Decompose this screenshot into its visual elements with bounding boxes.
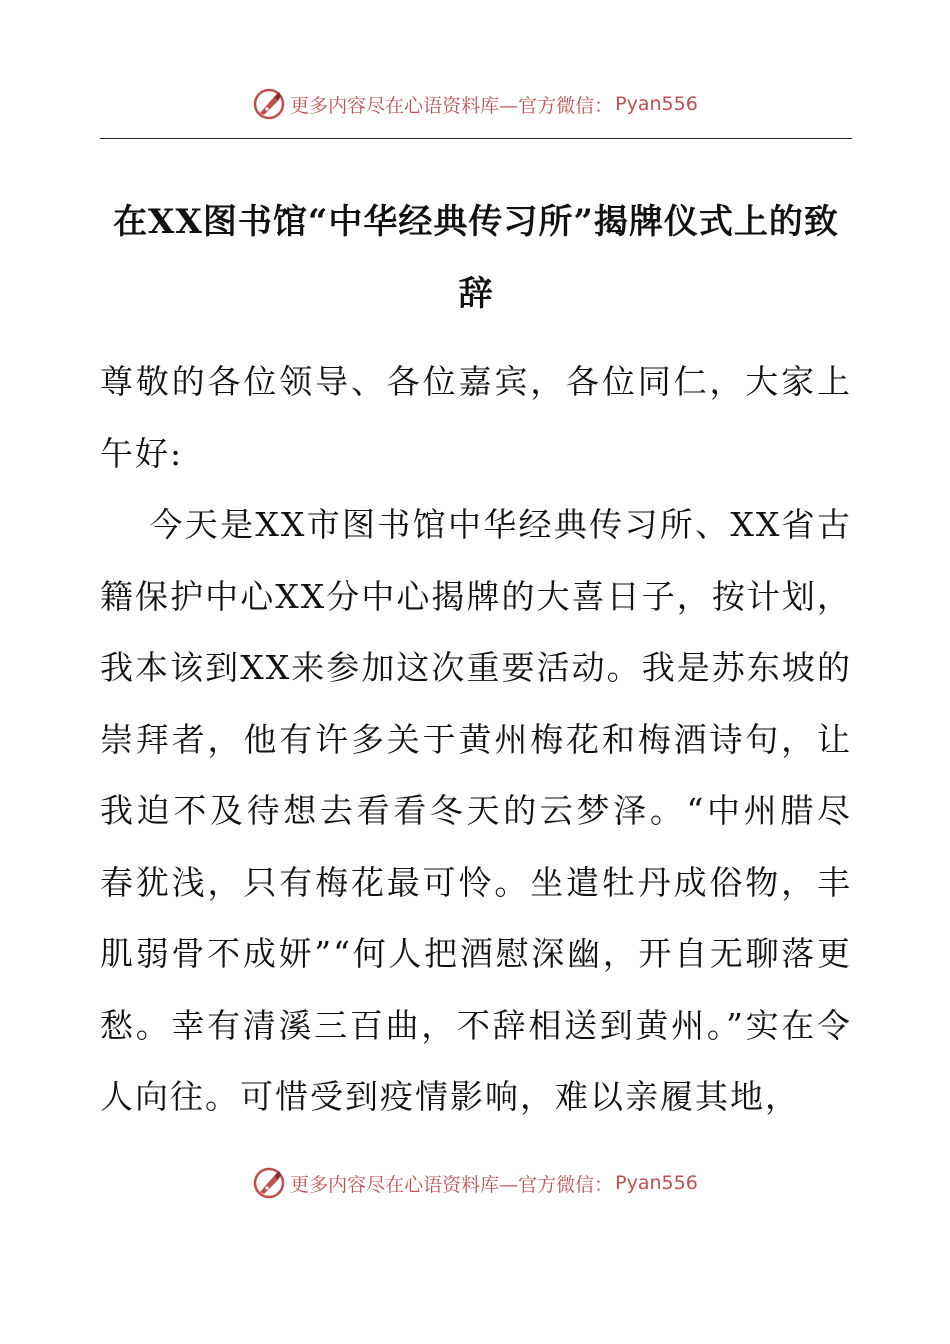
header-divider <box>100 138 852 139</box>
footer-banner <box>0 1163 950 1203</box>
header-banner <box>0 84 950 124</box>
footer-wechat-id: Pyan556 <box>615 1172 698 1194</box>
header-banner-text: 更多内容尽在心语资料库—官方微信： <box>290 94 614 117</box>
greeting-paragraph: 尊敬的各位领导、各位嘉宾，各位同仁，大家上午好: <box>100 362 852 473</box>
body-paragraph: 今天是XX市图书馆中华经典传习所、XX省古籍保护中心XX分中心揭牌的大喜日子，按计划，我本该到XX来参加这次重要活动。我是苏东坡的崇拜者，他有许多关于黄州梅花和梅酒诗句，让我迫不及待想去看看冬天的云梦泽。“中州腊尽春犹浅，只有梅花最可怜。坐遣牡丹成俗物，丰肌弱骨不成妍”“何人把酒慰深幽，开自无聊落更愁。幸有清溪三百曲，不辞相送到黄州。”实在令人向往。可惜受到疫情影响，难以亲履其地， <box>100 505 852 1116</box>
header-wechat-id: Pyan556 <box>615 93 698 115</box>
document-body <box>100 346 852 1133</box>
pen-nib-logo-icon <box>252 87 286 121</box>
footer-banner-text: 更多内容尽在心语资料库—官方微信： <box>290 1173 614 1196</box>
document-title: 在XX图书馆“中华经典传习所”揭牌仪式上的致辞 <box>113 202 839 314</box>
pen-nib-logo-icon <box>252 1166 286 1200</box>
